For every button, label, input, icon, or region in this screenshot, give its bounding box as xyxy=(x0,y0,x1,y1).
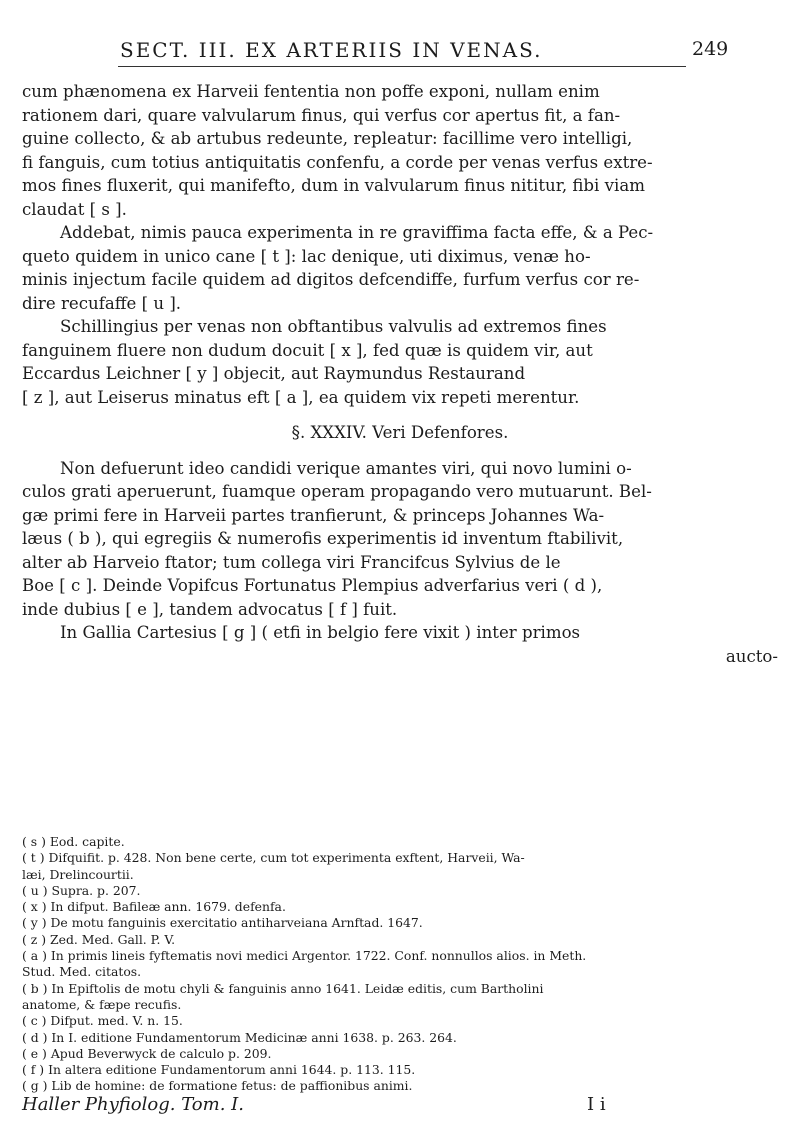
text-line: In Gallia Cartesius [ g ] ( etfi in belgio fere vixit ) inter primos xyxy=(60,623,581,642)
text-line: alter ab Harveio ftator; tum collega viri Francifcus Sylvius de le xyxy=(22,552,561,572)
text-line: queto quidem in unico cane [ t ]: lac denique, uti diximus, venæ ho- xyxy=(22,246,591,266)
text-line: fi fanguis, cum totius antiquitatis confenfu, a corde per venas verfus extre- xyxy=(22,152,653,172)
running-header xyxy=(120,38,729,62)
text-line: minis injectum facile quidem ad digitos defcendiffe, furfum verfus cor re- xyxy=(22,270,640,289)
header-rule xyxy=(118,66,686,67)
text-line: [ z ], aut Leiserus minatus eft [ a ], ea quidem vix repeti merentur. xyxy=(22,387,580,407)
text-line: Addebat, nimis pauca experimenta in re graviffima facta effe, & a Pec- xyxy=(60,223,654,242)
footnote: ( a ) In primis lineis fyftematis novi medici Argentor. 1722. Conf. nonnullos alios. in Meth. xyxy=(22,948,587,964)
footnote: ( c ) Difput. med. V. n. 15. xyxy=(22,1013,183,1029)
text-line: gæ primi fere in Harveii partes tranfierunt, & princeps Johannes Wa- xyxy=(22,505,605,525)
text-line: cum phænomena ex Harveii fententia non poffe exponi, nullam enim xyxy=(22,82,600,101)
text-line: fanguinem fluere non dudum docuit [ x ], fed quæ is quidem vir, aut xyxy=(22,340,593,360)
footnote: ( z ) Zed. Med. Gall. P. V. xyxy=(22,931,176,947)
page-footer xyxy=(22,1094,762,1115)
text-line: claudat [ s ]. xyxy=(22,199,127,219)
text-line: rationem dari, quare valvularum finus, qui verfus cor apertus fit, a fan- xyxy=(22,105,621,125)
footnote: ( t ) Difquifit. p. 428. Non bene certe, cum tot experimenta exftent, Harveii, Wa- xyxy=(22,850,525,866)
main-text xyxy=(22,80,778,668)
footnote: ( y ) De motu fanguinis exercitatio antiharveiana Arnftad. 1647. xyxy=(22,915,423,931)
footnote: læi, Drelincourtii. xyxy=(22,866,134,882)
text-line: Boe [ c ]. Deinde Vopifcus Fortunatus Plempius adverfarius veri ( d ), xyxy=(22,576,603,595)
text-line: inde dubius [ e ], tandem advocatus [ f ] fuit. xyxy=(22,599,398,619)
footnote: ( f ) In altera editione Fundamentorum anni 1644. p. 113. 115. xyxy=(22,1062,416,1078)
footnotes xyxy=(22,834,778,1095)
text-line: culos grati aperuerunt, fuamque operam propagando vero mutuarunt. Bel- xyxy=(22,482,652,501)
footnote: ( b ) In Epiftolis de motu chyli & fanguinis anno 1641. Leidæ editis, cum Bartholini xyxy=(22,980,544,996)
footer-title: Haller Phyfiolog. Tom. I. xyxy=(22,1094,244,1115)
text-line: Non defuerunt ideo candidi verique amantes viri, qui novo lumini o- xyxy=(60,458,632,478)
text-line: guine collecto, & ab artubus redeunte, repleatur: facillime vero intelligi, xyxy=(22,129,633,148)
catchword: aucto- xyxy=(725,646,778,666)
footnote: ( u ) Supra. p. 207. xyxy=(22,882,141,898)
signature-mark: I i xyxy=(587,1094,606,1115)
footnote: ( g ) Lib de homine: de formatione fetus: de paffionibus animi. xyxy=(22,1078,413,1094)
text-line: dire recufaffe [ u ]. xyxy=(22,293,182,313)
footnote: ( d ) In I. editione Fundamentorum Medicinæ anni 1638. p. 263. 264. xyxy=(22,1029,457,1045)
footnote: ( e ) Apud Beverwyck de calculo p. 209. xyxy=(22,1045,272,1061)
text-line: mos fines fluxerit, qui manifefto, dum in valvularum finus nititur, fibi viam xyxy=(22,176,645,195)
text-line: læus ( b ), qui egregiis & numerofis experimentis id inventum ftabilivit, xyxy=(22,529,624,548)
footnote: ( s ) Eod. capite. xyxy=(22,834,125,849)
page-number: 249 xyxy=(692,38,729,60)
section-heading: §. XXXIV. Veri Defenfores. xyxy=(291,423,509,442)
text-line: Schillingius per venas non obftantibus valvulis ad extremos fines xyxy=(60,317,607,336)
footnote: ( x ) In difput. Bafileæ ann. 1679. defenfa. xyxy=(22,899,286,915)
text-line: Eccardus Leichner [ y ] objecit, aut Raymundus Restaurand xyxy=(22,364,526,383)
running-title: SECT. III. EX ARTERIIS IN VENAS. xyxy=(120,38,543,62)
footnote: anatome, & fæpe recufis. xyxy=(22,996,182,1012)
footnote: Stud. Med. citatos. xyxy=(22,964,142,980)
